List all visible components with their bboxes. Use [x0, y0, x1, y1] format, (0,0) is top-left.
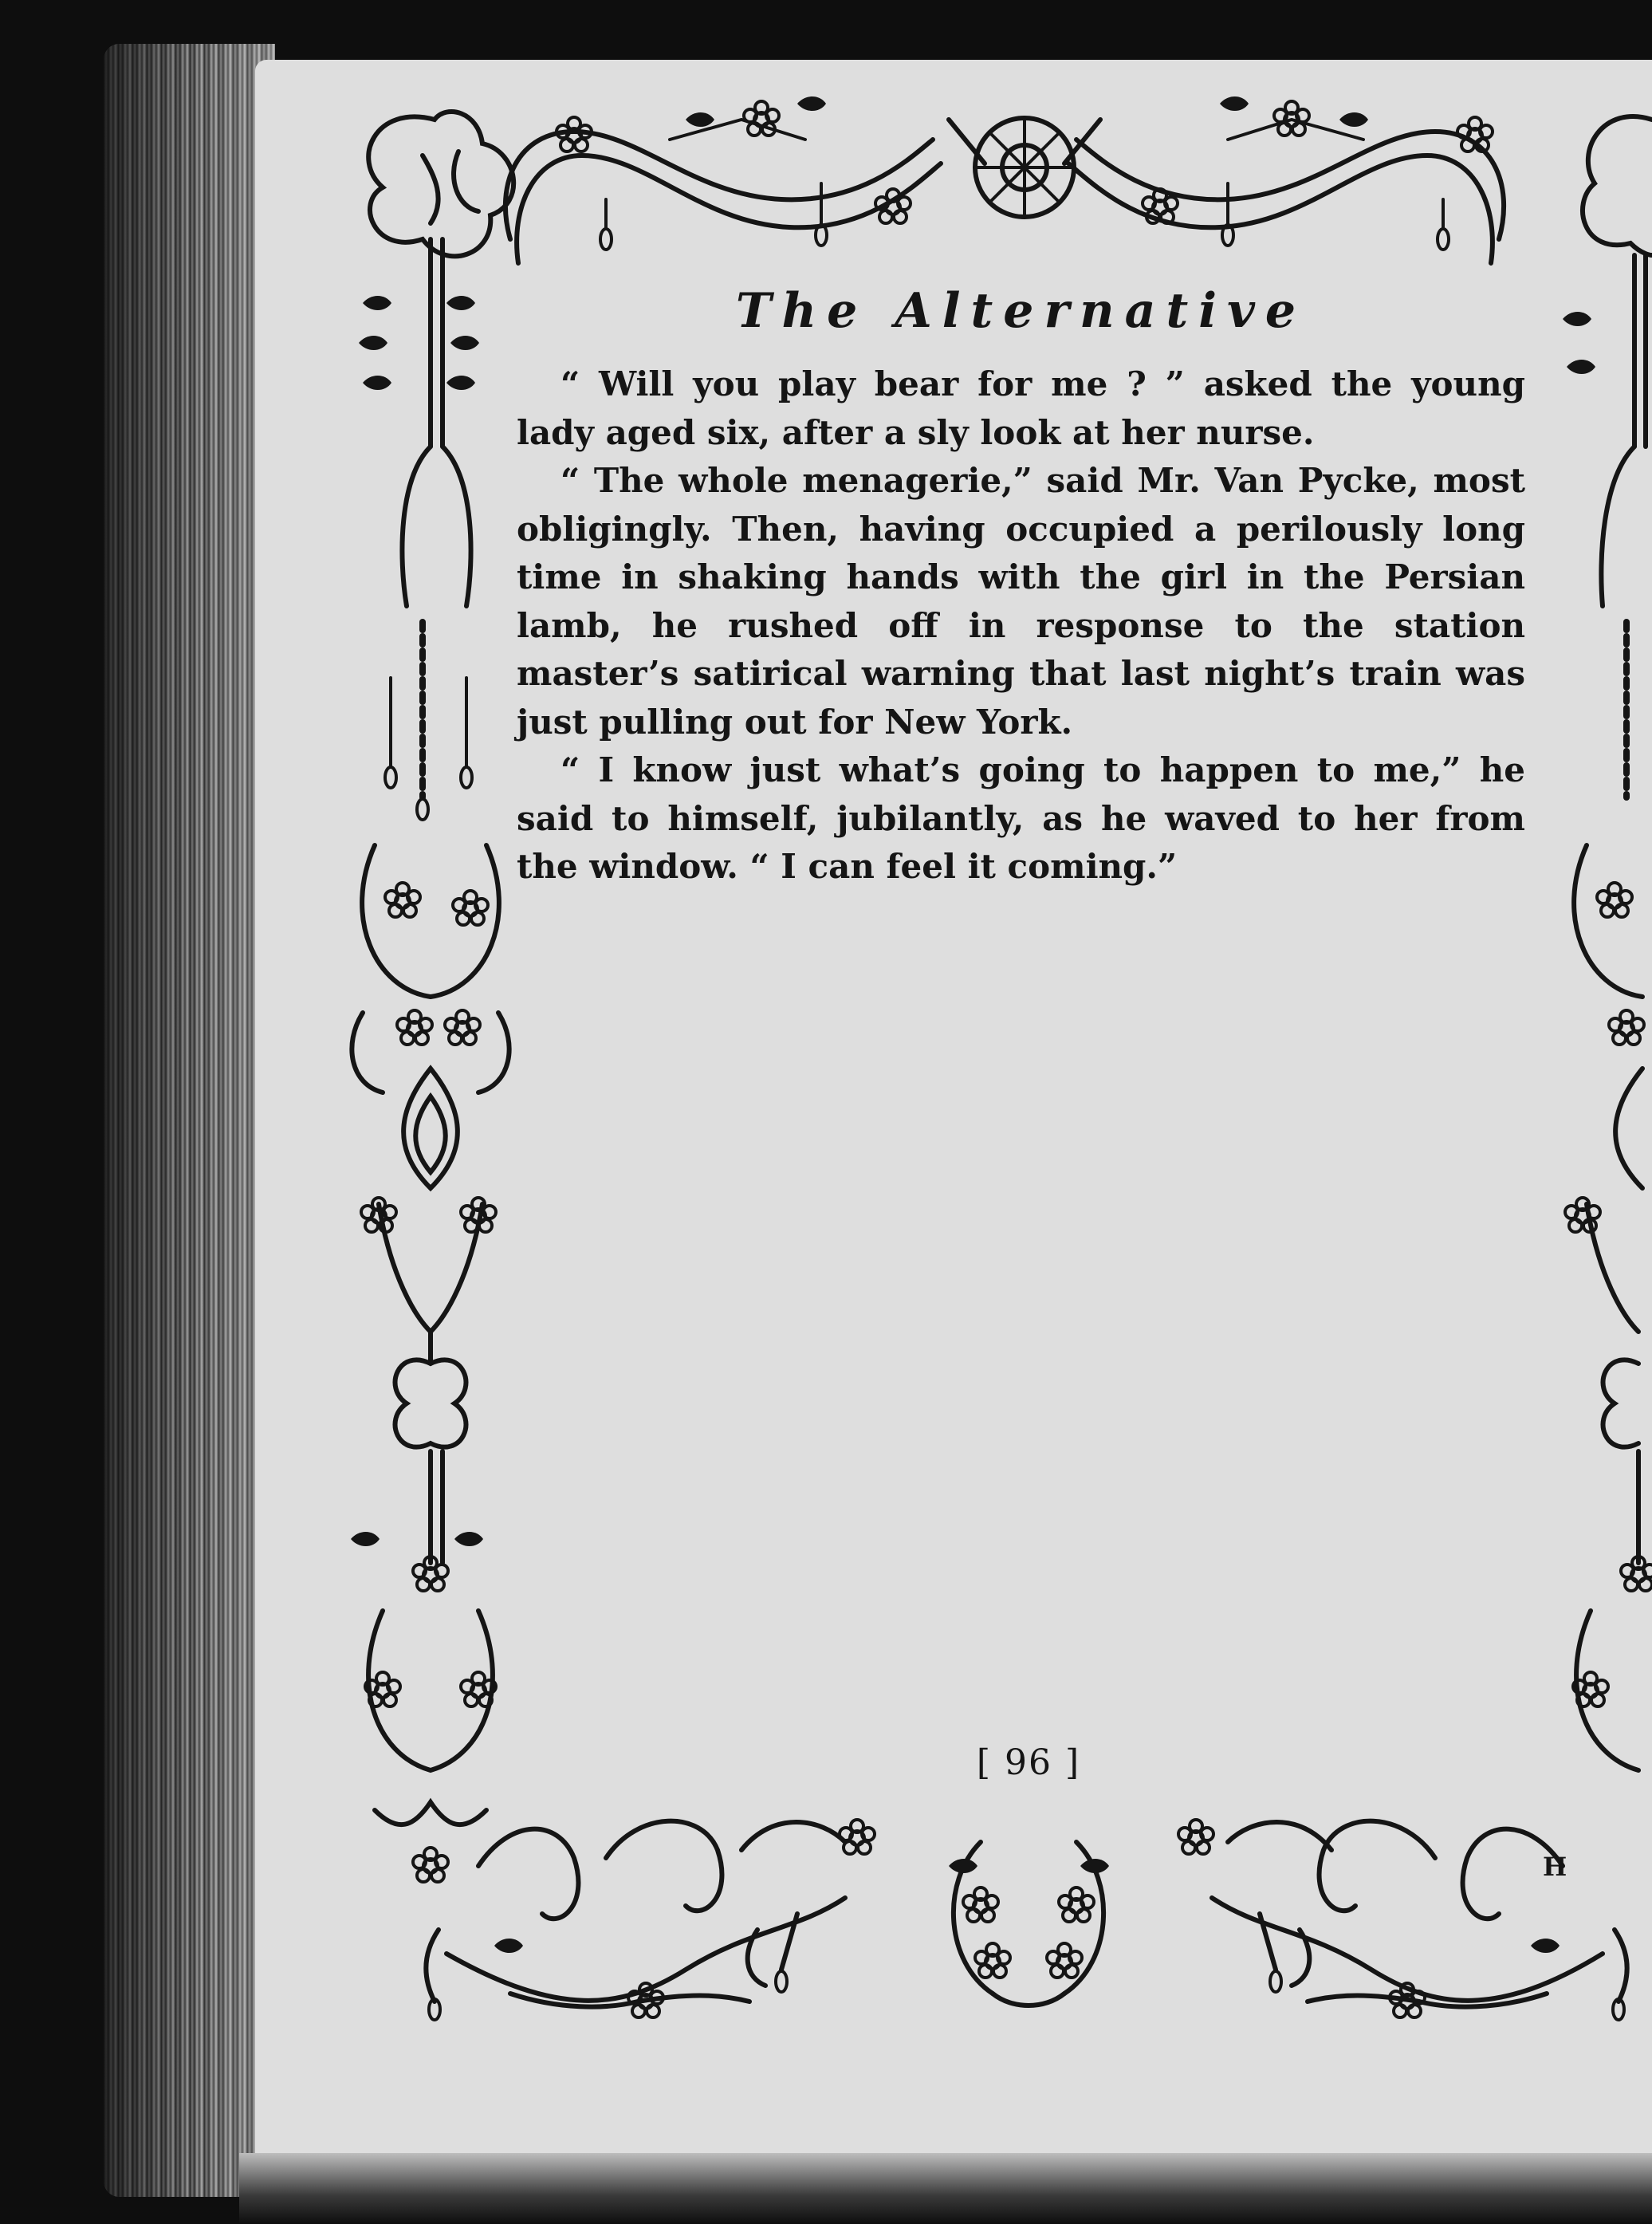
paragraph: “ Will you play bear for me ? ” asked the young lady aged six, after a sly look at her nurse. [517, 364, 1525, 452]
paragraph: “ I know just what’s going to happen to me,” he said to himself, jubilantly, as he waved to her from the window. “ I can feel it coming.” [517, 750, 1525, 886]
top-ornament-icon [505, 118, 1504, 263]
bottom-ornament-icon [426, 1821, 1626, 2007]
page-title: The Alternative [735, 283, 1307, 339]
paragraph: “ The whole menagerie,” said Mr. Van Pycke, most obligingly. Then, having occupied a perilously long time in shaking hands with the girl in the Persian lamb, he rushed off in response to the station master’s satirical warning that last night’s train was just pulling out for New York. [517, 461, 1525, 742]
page-text [517, 279, 1525, 892]
page-number: [ 96 ] [976, 1742, 1081, 1783]
printer-mark: H [1543, 1852, 1567, 1882]
